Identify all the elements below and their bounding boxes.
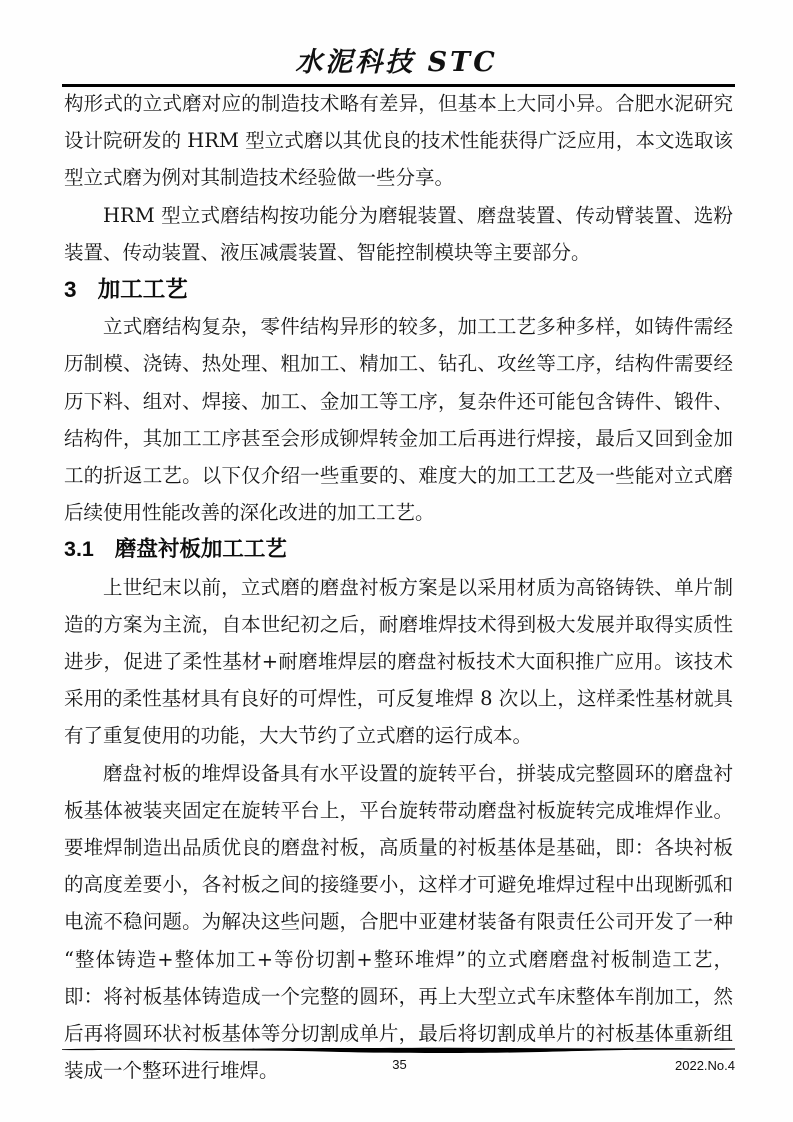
paragraph: 立式磨结构复杂，零件结构异形的较多，加工工艺多种多样，如铸件需经历制模、浇铸、热处理、粗加工、精加工、钻孔、攻丝等工序，结构件需要经历下料、组对、焊接、加工、金加工等工序，复杂件还可能包含铸件、锻件、结构件，其加工工序甚至会形成铆焊转金加工后再进行焊接，最后又回到金加工的折返工艺。以下仅介绍一些重要的、难度大的加工工艺及一些能对立式磨后续使用性能改善的深化改进的加工工艺。 [64, 315, 733, 525]
page-footer [64, 1057, 735, 1077]
section-title: 磨盘衬板加工工艺 [114, 537, 287, 562]
article-body [64, 85, 733, 1089]
section-number: 3 [64, 277, 77, 303]
issue-label: 2022.No.4 [675, 1058, 735, 1073]
paragraph: HRM 型立式磨结构按功能分为磨辊装置、磨盘装置、传动臂装置、选粉装置、传动装置、液压减震装置、智能控制模块等主要部分。 [64, 203, 733, 264]
paragraph: 磨盘衬板的堆焊设备具有水平设置的旋转平台，拼装成完整圆环的磨盘衬板基体被装夹固定在旋转平台上，平台旋转带动磨盘衬板旋转完成堆焊作业。要堆焊制造出品质优良的磨盘衬板，高质量的衬板基体是基础，即：各块衬板的高度差要小，各衬板之间的接缝要小，这样才可避免堆焊过程中出现断弧和电流不稳问题。为解决这些问题，合肥中亚建材装备有限责任公司开发了一种“整体铸造+整体加工+等份切割+整环堆焊”的立式磨磨盘衬板制造工艺，即：将衬板基体铸造成一个完整的圆环，再上大型立式车床整体车削加工，然后再将圆环状衬板基体等分切割成单片，最后将切割成单片的衬板基体重新组装成一个整环进行堆焊。 [64, 761, 733, 1083]
paragraph: 上世纪末以前，立式磨的磨盘衬板方案是以采用材质为高铬铸铁、单片制造的方案为主流，自本世纪初之后，耐磨堆焊技术得到极大发展并取得实质性进步，促进了柔性基材+耐磨堆焊层的磨盘衬板技术大面积推广应用。该技术采用的柔性基材具有良好的可焊性，可反复堆焊 8 次以上，这样柔性基材就具有了重复使用的功能，大大节约了立式磨的运行成本。 [64, 575, 733, 748]
page-number: 35 [392, 1057, 407, 1072]
journal-title: 水泥科技 STC [295, 47, 498, 78]
section-heading-3-1 [64, 531, 733, 568]
section-title: 加工工艺 [97, 277, 188, 303]
footer-rule [62, 1046, 735, 1055]
section-heading-3 [64, 271, 733, 308]
section-number: 3.1 [64, 537, 94, 562]
paragraph-continuation: 构形式的立式磨对应的制造技术略有差异，但基本上大同小异。合肥水泥研究设计院研发的 HRM 型立式磨以其优良的技术性能获得广泛应用，本文选取该型立式磨为例对其制造技术经验做一些分享。 [64, 92, 733, 190]
